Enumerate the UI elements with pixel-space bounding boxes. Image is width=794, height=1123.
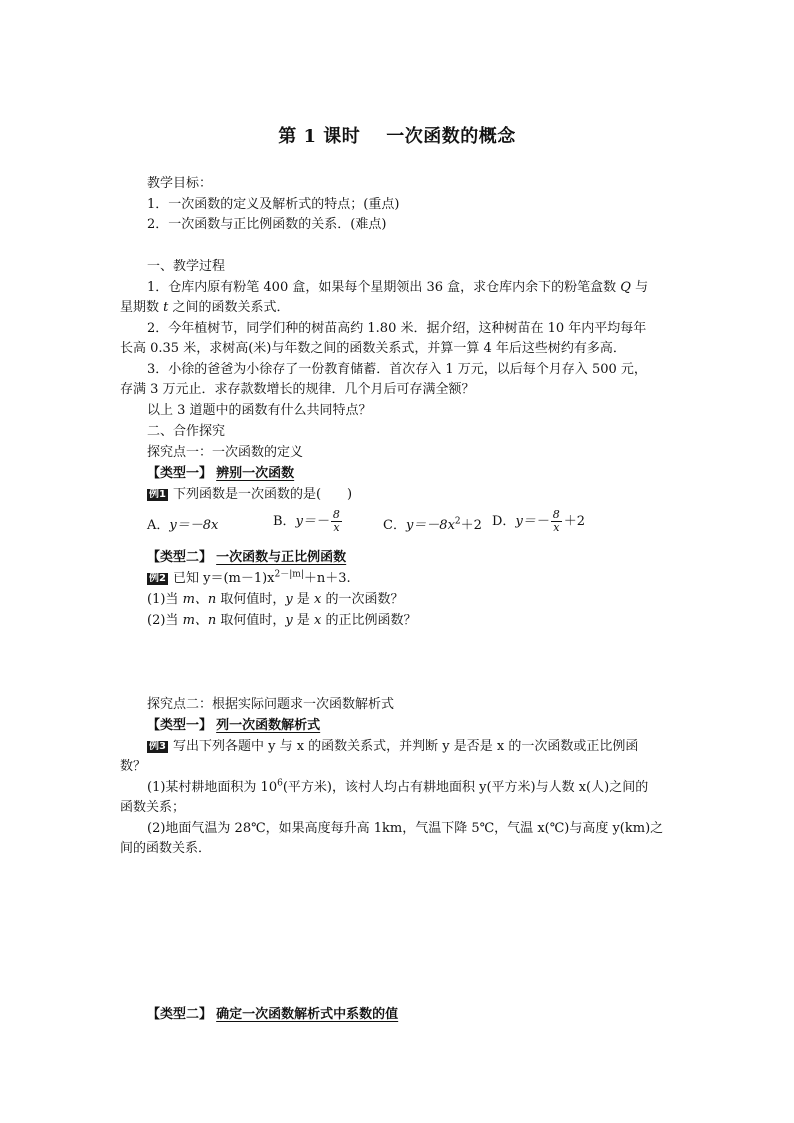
problem-2-line-2: 长高 0.35 米，求树高(米)与年数之间的函数关系式，并算一算 4 年后这些树约有多高． (120, 341, 626, 356)
fraction: $\frac{8}{x}$ (552, 508, 560, 534)
example-2-question-1: (1)当 m、n 取何值时，y 是 x 的一次函数？ (147, 592, 404, 607)
example-2-badge: 例2 (149, 573, 166, 584)
type-4-heading: 【类型二】 确定一次函数解析式中系数的值 (147, 1007, 399, 1022)
common-feature-question: 以上 3 道题中的函数有什么共同特点？ (147, 403, 372, 418)
option-b: B．y＝－ $\frac{8}{x}$ (273, 508, 340, 534)
lesson-topic: 一次函数的概念 (386, 126, 516, 147)
problem-3-line-1: 3．小徐的爸爸为小徐存了一份教育储蓄．首次存入 1 万元，以后每个月存入 500 元， (147, 362, 647, 377)
problem-1-line-1: 1．仓库内原有粉笔 400 盒，如果每个星期领出 36 盒，求仓库内余下的粉笔盒数 Q 与 (147, 280, 649, 295)
option-d: D．y＝－ $\frac{8}{x}$ ＋2 (492, 508, 586, 534)
explore-heading: 二、合作探究 (147, 424, 226, 439)
example-3-line-1: 例3 写出下列各题中 y 与 x 的函数关系式，并判断 y 是否是 x 的一次函数或正比例函 (149, 739, 639, 754)
option-a: A．y＝－8x (147, 518, 219, 533)
subquestion-1-line-2: 函数关系； (120, 800, 186, 815)
explore-point-2: 探究点二：根据实际问题求一次函数解析式 (147, 697, 395, 712)
process-heading: 一、教学过程 (147, 259, 226, 274)
option-c: C．$y=-8x^2+2$ (383, 516, 482, 533)
example-2: 例2 已知 $y=(m-1)x^{2-|m|}+n+3$. (149, 569, 351, 586)
problem-3-line-2: 存满 3 万元止．求存款数增长的规律．几个月后可存满全额？ (120, 382, 475, 397)
goal-2: 2．一次函数与正比例函数的关系．(难点) (147, 217, 387, 232)
type-1-heading: 【类型一】 辨别一次函数 (147, 466, 295, 481)
subquestion-1-line-1: (1)某村耕地面积为 $10^6$(平方米)，该村人均占有耕地面积 y(平方米)与人数 x(人)之间的 (147, 778, 649, 795)
page-title (0, 122, 794, 148)
example-1: 例1 下列函数是一次函数的是( ) (149, 487, 353, 502)
fraction: $\frac{8}{x}$ (332, 508, 340, 534)
subquestion-2-line-2: 间的函数关系． (120, 841, 212, 856)
type-3-heading: 【类型一】 列一次函数解析式 (147, 718, 321, 733)
example-3-badge: 例3 (149, 741, 166, 752)
explore-point-1: 探究点一：一次函数的定义 (147, 445, 304, 460)
example-3-line-2: 数？ (120, 759, 147, 774)
example-1-badge: 例1 (149, 489, 166, 500)
type-2-heading: 【类型二】 一次函数与正比例函数 (147, 550, 347, 565)
lesson-number: 第 1 课时 (278, 126, 361, 147)
goals-heading: 教学目标： (147, 176, 213, 191)
problem-2-line-1: 2．今年植树节，同学们种的树苗高约 1.80 米．据介绍，这种树苗在 10 年内平均每年 (147, 321, 647, 336)
subquestion-2-line-1: (2)地面气温为 28℃，如果高度每升高 1km，气温下降 5℃，气温 x(℃)与高度 y(km)之 (147, 821, 664, 836)
problem-1-line-2: 星期数 t 之间的函数关系式． (120, 300, 290, 315)
goal-1: 1．一次函数的定义及解析式的特点；(重点) (147, 197, 400, 212)
example-2-question-2: (2)当 m、n 取何值时，y 是 x 的正比例函数？ (147, 613, 417, 628)
